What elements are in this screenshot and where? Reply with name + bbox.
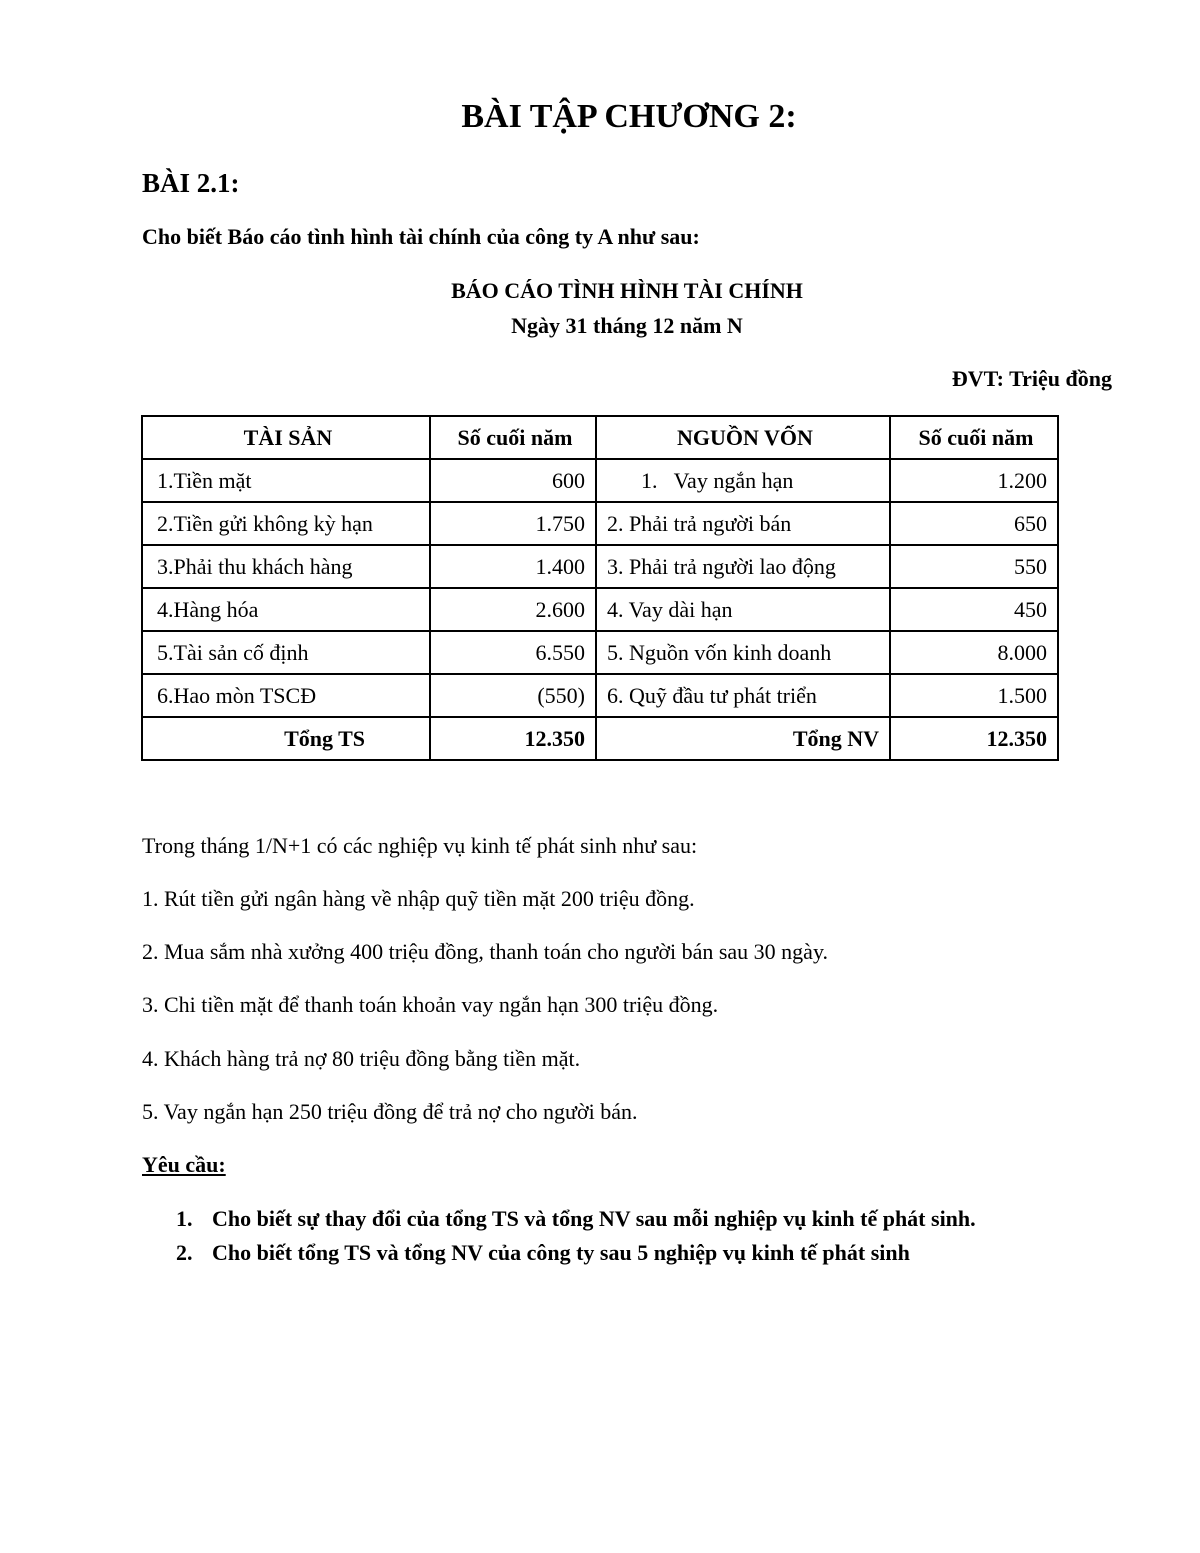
asset-value: 600 bbox=[430, 459, 596, 502]
total-assets-label: Tổng TS bbox=[142, 717, 430, 760]
header-assets-amount: Số cuối năm bbox=[430, 416, 596, 459]
source-name: 4. Vay dài hạn bbox=[596, 588, 890, 631]
requirements-heading: Yêu cầu: bbox=[142, 1152, 226, 1177]
source-name: 5. Nguồn vốn kinh doanh bbox=[596, 631, 890, 674]
transaction-item: 1. Rút tiền gửi ngân hàng về nhập quỹ tiền mặt 200 triệu đồng. bbox=[142, 886, 695, 911]
report-title: BÁO CÁO TÌNH HÌNH TÀI CHÍNH bbox=[451, 278, 803, 303]
asset-value: 1.400 bbox=[430, 545, 596, 588]
total-sources-value: 12.350 bbox=[890, 717, 1058, 760]
transaction-item: 5. Vay ngắn hạn 250 triệu đồng để trả nợ cho người bán. bbox=[142, 1099, 638, 1124]
page-title: BÀI TẬP CHƯƠNG 2: bbox=[461, 98, 797, 135]
table-row bbox=[142, 502, 1058, 545]
source-name: 6. Quỹ đầu tư phát triển bbox=[596, 674, 890, 717]
total-row bbox=[142, 717, 1058, 760]
header-sources-amount: Số cuối năm bbox=[890, 416, 1058, 459]
exercise-heading: BÀI 2.1: bbox=[142, 168, 240, 198]
asset-name: 4.Hàng hóa bbox=[142, 588, 430, 631]
source-value: 450 bbox=[890, 588, 1058, 631]
source-name: 3. Phải trả người lao động bbox=[596, 545, 890, 588]
transaction-item: 4. Khách hàng trả nợ 80 triệu đồng bằng tiền mặt. bbox=[142, 1046, 581, 1071]
source-value: 650 bbox=[890, 502, 1058, 545]
requirement-item bbox=[176, 1206, 976, 1232]
transaction-item: 3. Chi tiền mặt để thanh toán khoản vay ngắn hạn 300 triệu đồng. bbox=[142, 992, 719, 1017]
total-assets-value: 12.350 bbox=[430, 717, 596, 760]
source-name: 1. Vay ngắn hạn bbox=[596, 459, 890, 502]
table-row bbox=[142, 588, 1058, 631]
table-row bbox=[142, 459, 1058, 502]
requirement-number: 2. bbox=[176, 1240, 193, 1265]
report-date: Ngày 31 tháng 12 năm N bbox=[511, 313, 743, 338]
intro-text: Cho biết Báo cáo tình hình tài chính của công ty A như sau: bbox=[142, 224, 700, 249]
asset-value: 1.750 bbox=[430, 502, 596, 545]
requirement-text: Cho biết sự thay đổi của tổng TS và tổng NV sau mỗi nghiệp vụ kinh tế phát sinh. bbox=[212, 1206, 976, 1231]
source-value: 1.500 bbox=[890, 674, 1058, 717]
balance-sheet-table bbox=[141, 415, 1059, 761]
asset-name: 5.Tài sản cố định bbox=[142, 631, 430, 674]
transaction-item: 2. Mua sắm nhà xưởng 400 triệu đồng, thanh toán cho người bán sau 30 ngày. bbox=[142, 939, 829, 964]
asset-name: 6.Hao mòn TSCĐ bbox=[142, 674, 430, 717]
requirement-item bbox=[176, 1240, 910, 1266]
table-row bbox=[142, 545, 1058, 588]
asset-name: 2.Tiền gửi không kỳ hạn bbox=[142, 502, 430, 545]
asset-name: 3.Phải thu khách hàng bbox=[142, 545, 430, 588]
asset-value: 6.550 bbox=[430, 631, 596, 674]
total-sources-label: Tổng NV bbox=[596, 717, 890, 760]
requirement-text: Cho biết tổng TS và tổng NV của công ty sau 5 nghiệp vụ kinh tế phát sinh bbox=[212, 1240, 910, 1265]
source-value: 1.200 bbox=[890, 459, 1058, 502]
table-row bbox=[142, 631, 1058, 674]
table-header-row bbox=[142, 416, 1058, 459]
transactions-intro: Trong tháng 1/N+1 có các nghiệp vụ kinh tế phát sinh như sau: bbox=[142, 833, 698, 858]
header-assets: TÀI SẢN bbox=[142, 416, 430, 459]
table-row bbox=[142, 674, 1058, 717]
source-value: 8.000 bbox=[890, 631, 1058, 674]
asset-name: 1.Tiền mặt bbox=[142, 459, 430, 502]
requirement-number: 1. bbox=[176, 1206, 193, 1231]
asset-value: (550) bbox=[430, 674, 596, 717]
source-value: 550 bbox=[890, 545, 1058, 588]
asset-value: 2.600 bbox=[430, 588, 596, 631]
unit-label: ĐVT: Triệu đồng bbox=[951, 366, 1112, 391]
source-name: 2. Phải trả người bán bbox=[596, 502, 890, 545]
header-sources: NGUỒN VỐN bbox=[596, 416, 890, 459]
